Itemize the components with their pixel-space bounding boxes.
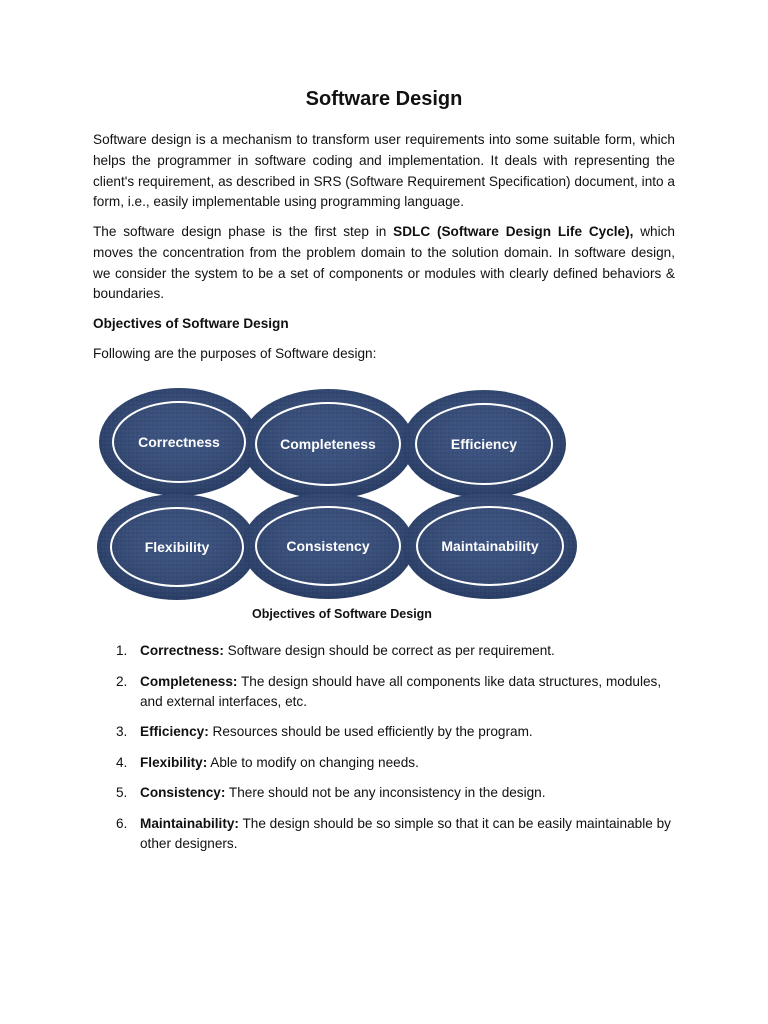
list-item <box>116 672 676 712</box>
sdlc-paragraph <box>93 222 675 305</box>
list-description: Software design should be correct as per requirement. <box>223 643 555 658</box>
objectives-list <box>116 641 676 864</box>
objectives-diagram <box>94 386 590 602</box>
list-number: 6. <box>116 815 128 831</box>
list-number: 5. <box>116 785 128 800</box>
list-description: There should not be any inconsistency in the design. <box>225 785 546 800</box>
diagram-caption: Objectives of Software Design <box>252 607 432 621</box>
list-item <box>116 783 676 803</box>
sdlc-term: SDLC (Software Design Life Cycle), <box>393 224 634 239</box>
label-efficiency: Efficiency <box>450 436 518 452</box>
label-completeness: Completeness <box>280 436 376 452</box>
sdlc-text-before: The software design phase is the first step in <box>93 224 394 239</box>
list-description: The design should be so simple so that it can be easily maintainable by other designers. <box>140 815 671 851</box>
label-flexibility: Flexibility <box>144 539 210 555</box>
list-number: 3. <box>116 724 128 739</box>
sdlc-text-after: which moves the concentration from the problem domain to the solution domain. In software design, we consider the system to be a set of components or modules with clearly defined behaviors & boundaries. <box>93 224 675 302</box>
intro-paragraph: Software design is a mechanism to transform user requirements into some suitable form, which helps the programmer in software coding and implementation. It deals with representing the client's requirement, as described in SRS (Software Requirement Specification) document, into a form, i.e., easily implementable using programming language. <box>93 132 675 210</box>
list-description: Resources should be used efficiently by the program. <box>208 724 533 739</box>
list-number: 4. <box>116 754 128 770</box>
page-title: Software Design <box>305 88 463 110</box>
list-term: Flexibility: <box>140 754 208 770</box>
list-item <box>116 753 676 773</box>
label-correctness: Correctness <box>138 434 220 450</box>
list-term: Completeness: <box>140 673 238 689</box>
objectives-heading: Objectives of Software Design <box>93 316 289 331</box>
purposes-line: Following are the purposes of Software design: <box>93 346 377 361</box>
list-description: Able to modify on changing needs. <box>207 754 419 770</box>
list-number: 1. <box>116 643 128 658</box>
list-term: Maintainability: <box>140 815 239 831</box>
list-term: Efficiency: <box>140 724 209 739</box>
list-term: Consistency: <box>140 785 226 800</box>
list-term: Correctness: <box>140 643 224 658</box>
label-consistency: Consistency <box>286 538 370 554</box>
list-item <box>116 722 676 742</box>
label-maintainability: Maintainability <box>441 538 539 554</box>
list-item <box>116 814 676 854</box>
diagram-ovals <box>97 388 577 600</box>
list-item <box>116 641 676 661</box>
list-number: 2. <box>116 673 128 689</box>
list-description: The design should have all components like data structures, modules, and external interfaces, etc. <box>140 673 662 709</box>
